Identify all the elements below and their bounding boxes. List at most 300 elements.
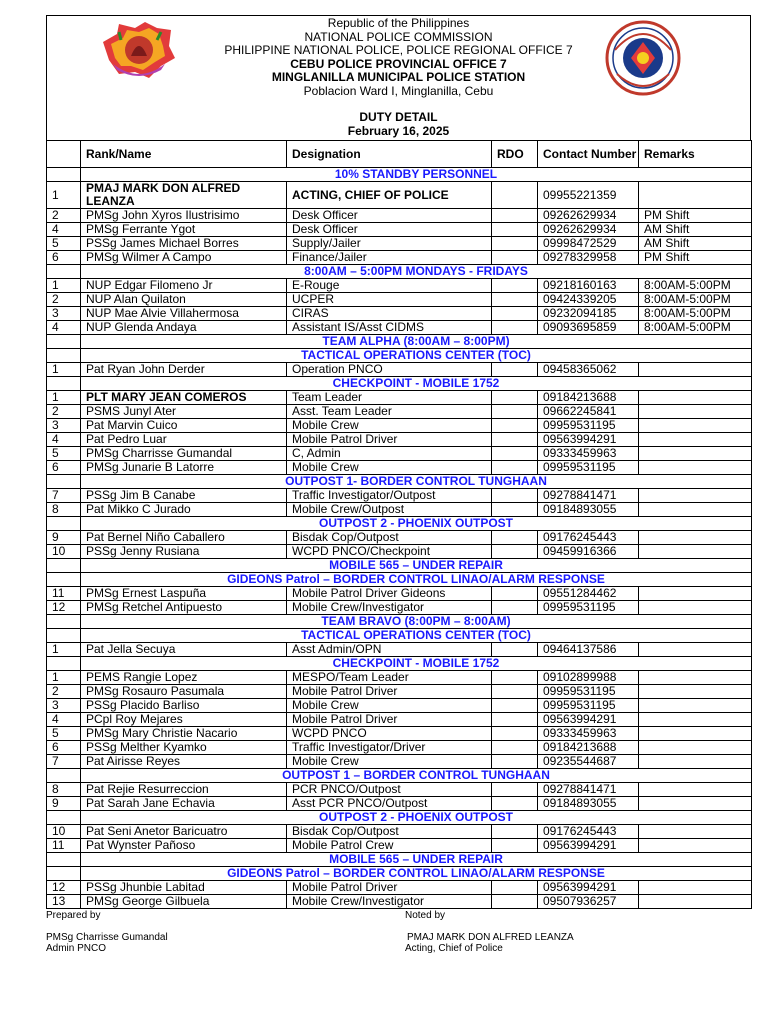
header-line-pro7: PHILIPPINE NATIONAL POLICE, POLICE REGIONAL OFFICE 7 [224, 43, 573, 58]
cell-remarks [639, 755, 752, 769]
cell-remarks: AM Shift [639, 223, 752, 237]
cell-no: 8 [47, 783, 81, 797]
cell-no: 3 [47, 307, 81, 321]
cell-contact: 09176245443 [538, 825, 639, 839]
cell-contact: 09333459963 [538, 727, 639, 741]
column-header-rdo: RDO [492, 141, 538, 168]
cell-rdo [492, 783, 538, 797]
cell-contact: 09184893055 [538, 503, 639, 517]
cell-name: PMSg Junarie B Latorre [81, 461, 287, 475]
cell-name: PCpl Roy Mejares [81, 713, 287, 727]
cell-rdo [492, 363, 538, 377]
cell-no: 9 [47, 531, 81, 545]
section-blank-cell [47, 769, 81, 783]
section-blank-cell [47, 559, 81, 573]
prepared-by-label: Prepared by [46, 910, 101, 921]
column-header-no [47, 141, 81, 168]
cell-contact: 09955221359 [538, 182, 639, 209]
cell-designation: Mobile Patrol Driver [287, 713, 492, 727]
cell-name: Pat Jella Secuya [81, 643, 287, 657]
cell-no: 2 [47, 293, 81, 307]
cell-name: Pat Sarah Jane Echavia [81, 797, 287, 811]
section-row [47, 811, 752, 825]
cell-no: 4 [47, 433, 81, 447]
cell-designation: Mobile Patrol Driver [287, 685, 492, 699]
cell-contact: 09278841471 [538, 783, 639, 797]
cell-name: NUP Edgar Filomeno Jr [81, 279, 287, 293]
cell-no: 4 [47, 321, 81, 335]
cell-no: 6 [47, 741, 81, 755]
cell-rdo [492, 797, 538, 811]
cell-designation: Assistant IS/Asst CIDMS [287, 321, 492, 335]
table-row [47, 503, 752, 517]
cell-designation: Traffic Investigator/Outpost [287, 489, 492, 503]
section-blank-cell [47, 335, 81, 349]
cell-rdo [492, 419, 538, 433]
section-row [47, 377, 752, 391]
cell-remarks: 8:00AM-5:00PM [639, 293, 752, 307]
cell-designation: Bisdak Cop/Outpost [287, 531, 492, 545]
cell-remarks [639, 825, 752, 839]
cell-remarks: 8:00AM-5:00PM [639, 279, 752, 293]
cell-name: PLT MARY JEAN COMEROS [81, 391, 287, 405]
cell-designation: Operation PNCO [287, 363, 492, 377]
cell-rdo [492, 279, 538, 293]
section-row [47, 335, 752, 349]
cell-remarks [639, 741, 752, 755]
table-row [47, 727, 752, 741]
header-lines [47, 17, 750, 99]
cell-name: PSSg James Michael Borres [81, 237, 287, 251]
cell-designation: E-Rouge [287, 279, 492, 293]
cell-rdo [492, 391, 538, 405]
table-row [47, 545, 752, 559]
duty-title-block [47, 110, 750, 138]
cell-contact: 09093695859 [538, 321, 639, 335]
table-row [47, 447, 752, 461]
cell-contact: 09176245443 [538, 531, 639, 545]
cell-remarks: 8:00AM-5:00PM [639, 307, 752, 321]
duty-date: February 16, 2025 [347, 124, 450, 138]
section-blank-cell [47, 657, 81, 671]
header-line-station: MINGLANILLA MUNICIPAL POLICE STATION [271, 70, 526, 85]
column-header-remarks: Remarks [639, 141, 752, 168]
table-row [47, 825, 752, 839]
cell-rdo [492, 237, 538, 251]
cell-designation: Mobile Crew/Investigator [287, 895, 492, 909]
cell-no: 2 [47, 209, 81, 223]
cell-contact: 09959531195 [538, 699, 639, 713]
section-blank-cell [47, 517, 81, 531]
cell-rdo [492, 307, 538, 321]
cell-designation: Mobile Crew [287, 419, 492, 433]
cell-designation: Mobile Crew/Investigator [287, 601, 492, 615]
section-row [47, 867, 752, 881]
cell-rdo [492, 182, 538, 209]
header-line-napolcom: NATIONAL POLICE COMMISSION [304, 29, 493, 44]
cell-designation: Mobile Crew/Outpost [287, 503, 492, 517]
cell-name: PSSg Jim B Canabe [81, 489, 287, 503]
cell-name: PMSg Retchel Antipuesto [81, 601, 287, 615]
cell-remarks [639, 895, 752, 909]
cell-no: 5 [47, 727, 81, 741]
cell-remarks [639, 545, 752, 559]
cell-rdo [492, 713, 538, 727]
cell-rdo [492, 727, 538, 741]
noted-by-block [405, 910, 574, 954]
header-line-address: Poblacion Ward I, Minglanilla, Cebu [303, 83, 494, 98]
cell-name: Pat Ryan John Derder [81, 363, 287, 377]
cell-name: PMSg John Xyros Ilustrisimo [81, 209, 287, 223]
cell-rdo [492, 741, 538, 755]
cell-name: PSMS Junyl Ater [81, 405, 287, 419]
noted-by-name: PMAJ MARK DON ALFRED LEANZA [407, 932, 574, 943]
cell-contact: 09551284462 [538, 587, 639, 601]
section-heading: TEAM ALPHA (8:00AM – 8:00PM) [81, 335, 752, 349]
cell-contact: 09959531195 [538, 601, 639, 615]
cell-contact: 09507936257 [538, 895, 639, 909]
cell-rdo [492, 643, 538, 657]
section-heading: TACTICAL OPERATIONS CENTER (TOC) [81, 349, 752, 363]
cell-no: 4 [47, 223, 81, 237]
cell-name: Pat Pedro Luar [81, 433, 287, 447]
cell-no: 10 [47, 825, 81, 839]
cell-rdo [492, 699, 538, 713]
cell-remarks [639, 503, 752, 517]
column-header-designation: Designation [287, 141, 492, 168]
section-blank-cell [47, 867, 81, 881]
cell-designation: Mobile Crew [287, 699, 492, 713]
cell-name: PMSg George Gilbuela [81, 895, 287, 909]
cell-contact: 09102899988 [538, 671, 639, 685]
cell-remarks [639, 587, 752, 601]
cell-name: PSSg Jenny Rusiana [81, 545, 287, 559]
cell-rdo [492, 587, 538, 601]
cell-no: 3 [47, 699, 81, 713]
cell-remarks [639, 531, 752, 545]
section-row [47, 559, 752, 573]
cell-contact: 09424339205 [538, 293, 639, 307]
section-row [47, 853, 752, 867]
table-row [47, 895, 752, 909]
header-line-republic: Republic of the Philippines [327, 16, 470, 30]
noted-by-label: Noted by [405, 910, 446, 921]
cell-remarks [639, 643, 752, 657]
cell-no: 5 [47, 447, 81, 461]
cell-designation: Mobile Patrol Driver [287, 433, 492, 447]
cell-name: PEMS Rangie Lopez [81, 671, 287, 685]
cell-contact: 09278841471 [538, 489, 639, 503]
cell-name: PSSg Jhunbie Labitad [81, 881, 287, 895]
section-heading: GIDEONS Patrol – BORDER CONTROL LINAO/ALARM RESPONSE [81, 867, 752, 881]
cell-no: 12 [47, 881, 81, 895]
table-row [47, 587, 752, 601]
cell-designation: Mobile Patrol Driver [287, 881, 492, 895]
cell-no: 1 [47, 279, 81, 293]
cell-no: 7 [47, 755, 81, 769]
table-row [47, 321, 752, 335]
cell-remarks [639, 601, 752, 615]
cell-contact: 09458365062 [538, 363, 639, 377]
cell-rdo [492, 755, 538, 769]
cell-contact: 09235544687 [538, 755, 639, 769]
cell-name: PMAJ MARK DON ALFRED LEANZA [81, 182, 287, 209]
cell-contact: 09959531195 [538, 685, 639, 699]
noted-by-title: Acting, Chief of Police [405, 943, 503, 954]
section-blank-cell [47, 168, 81, 182]
cell-designation: ACTING, CHIEF OF POLICE [287, 182, 492, 209]
section-heading: 10% STANDBY PERSONNEL [81, 168, 752, 182]
cell-remarks: PM Shift [639, 251, 752, 265]
cell-no: 6 [47, 251, 81, 265]
section-heading: OUTPOST 1- BORDER CONTROL TUNGHAAN [81, 475, 752, 489]
cell-rdo [492, 209, 538, 223]
cell-designation: Traffic Investigator/Driver [287, 741, 492, 755]
section-row [47, 657, 752, 671]
cell-remarks [639, 461, 752, 475]
cell-rdo [492, 881, 538, 895]
cell-remarks: AM Shift [639, 237, 752, 251]
cell-contact: 09662245841 [538, 405, 639, 419]
section-blank-cell [47, 853, 81, 867]
table-row [47, 643, 752, 657]
section-heading: 8:00AM – 5:00PM MONDAYS - FRIDAYS [81, 265, 752, 279]
cell-designation: WCPD PNCO [287, 727, 492, 741]
section-row [47, 349, 752, 363]
cell-remarks [639, 783, 752, 797]
cell-designation: Desk Officer [287, 223, 492, 237]
cell-name: NUP Alan Quilaton [81, 293, 287, 307]
cell-contact: 09563994291 [538, 713, 639, 727]
section-blank-cell [47, 377, 81, 391]
section-row [47, 168, 752, 182]
cell-designation: Supply/Jailer [287, 237, 492, 251]
duty-detail-document [46, 15, 751, 909]
cell-no: 8 [47, 503, 81, 517]
cell-designation: Asst PCR PNCO/Outpost [287, 797, 492, 811]
cell-name: PMSg Ernest Laspuña [81, 587, 287, 601]
prepared-by-block [46, 910, 168, 954]
section-blank-cell [47, 573, 81, 587]
cell-remarks: 8:00AM-5:00PM [639, 321, 752, 335]
cell-name: Pat Seni Anetor Baricuatro [81, 825, 287, 839]
cell-rdo [492, 461, 538, 475]
section-blank-cell [47, 629, 81, 643]
cell-remarks [639, 727, 752, 741]
cell-rdo [492, 601, 538, 615]
table-row [47, 797, 752, 811]
section-row [47, 475, 752, 489]
cell-remarks [639, 363, 752, 377]
table-row [47, 839, 752, 853]
cell-no: 2 [47, 685, 81, 699]
cell-rdo [492, 671, 538, 685]
prepared-by-name: PMSg Charrisse Gumandal [46, 932, 168, 943]
cell-rdo [492, 685, 538, 699]
cell-no: 1 [47, 363, 81, 377]
cell-designation: Mobile Crew [287, 755, 492, 769]
cell-contact: 09563994291 [538, 433, 639, 447]
cell-rdo [492, 503, 538, 517]
cell-no: 13 [47, 895, 81, 909]
cell-no: 7 [47, 489, 81, 503]
cell-remarks [639, 447, 752, 461]
cell-contact: 09333459963 [538, 447, 639, 461]
cell-remarks [639, 881, 752, 895]
cell-remarks [639, 685, 752, 699]
cell-no: 1 [47, 643, 81, 657]
section-heading: GIDEONS Patrol – BORDER CONTROL LINAO/ALARM RESPONSE [81, 573, 752, 587]
section-heading: TACTICAL OPERATIONS CENTER (TOC) [81, 629, 752, 643]
table-row [47, 601, 752, 615]
cell-designation: Mobile Patrol Crew [287, 839, 492, 853]
cell-remarks [639, 419, 752, 433]
cell-designation: Asst Admin/OPN [287, 643, 492, 657]
cell-designation: Desk Officer [287, 209, 492, 223]
section-blank-cell [47, 475, 81, 489]
section-row [47, 517, 752, 531]
cell-no: 3 [47, 419, 81, 433]
cell-designation: Finance/Jailer [287, 251, 492, 265]
cell-remarks [639, 182, 752, 209]
cell-name: Pat Marvin Cuico [81, 419, 287, 433]
cell-name: PMSg Rosauro Pasumala [81, 685, 287, 699]
table-row [47, 783, 752, 797]
section-row [47, 265, 752, 279]
cell-remarks [639, 433, 752, 447]
table-row [47, 881, 752, 895]
cell-designation: MESPO/Team Leader [287, 671, 492, 685]
cell-name: PMSg Charrisse Gumandal [81, 447, 287, 461]
section-blank-cell [47, 265, 81, 279]
cell-rdo [492, 293, 538, 307]
cell-rdo [492, 531, 538, 545]
cell-contact: 09218160163 [538, 279, 639, 293]
table-header-row [47, 141, 752, 168]
cell-no: 11 [47, 839, 81, 853]
table-row [47, 531, 752, 545]
cell-name: NUP Glenda Andaya [81, 321, 287, 335]
cell-no: 6 [47, 461, 81, 475]
cell-designation: C, Admin [287, 447, 492, 461]
table-row [47, 741, 752, 755]
table-row [47, 251, 752, 265]
table-row [47, 713, 752, 727]
cell-rdo [492, 545, 538, 559]
cell-rdo [492, 447, 538, 461]
cell-no: 4 [47, 713, 81, 727]
table-row [47, 699, 752, 713]
cell-name: PSSg Melther Kyamko [81, 741, 287, 755]
cell-designation: Mobile Crew [287, 461, 492, 475]
cell-no: 5 [47, 237, 81, 251]
table-row [47, 391, 752, 405]
cell-no: 11 [47, 587, 81, 601]
section-heading: OUTPOST 2 - PHOENIX OUTPOST [81, 517, 752, 531]
cell-remarks [639, 671, 752, 685]
cell-no: 12 [47, 601, 81, 615]
cell-remarks [639, 713, 752, 727]
cell-name: PMSg Wilmer A Campo [81, 251, 287, 265]
section-heading: MOBILE 565 – UNDER REPAIR [81, 853, 752, 867]
cell-contact: 09278329958 [538, 251, 639, 265]
cell-name: NUP Mae Alvie Villahermosa [81, 307, 287, 321]
cell-rdo [492, 405, 538, 419]
duty-title: DUTY DETAIL [359, 110, 438, 124]
header-line-cppo: CEBU POLICE PROVINCIAL OFFICE 7 [290, 56, 507, 71]
cell-designation: Bisdak Cop/Outpost [287, 825, 492, 839]
cell-no: 1 [47, 391, 81, 405]
cell-name: Pat Airisse Reyes [81, 755, 287, 769]
section-heading: CHECKPOINT - MOBILE 1752 [81, 657, 752, 671]
document-header [46, 15, 751, 140]
cell-name: Pat Rejie Resurreccion [81, 783, 287, 797]
column-header-rank-name: Rank/Name [81, 141, 287, 168]
cell-rdo [492, 251, 538, 265]
cell-name: PMSg Ferrante Ygot [81, 223, 287, 237]
cell-contact: 09959531195 [538, 419, 639, 433]
cell-remarks [639, 405, 752, 419]
cell-contact: 09998472529 [538, 237, 639, 251]
cell-name: Pat Wynster Pañoso [81, 839, 287, 853]
column-header-contact: Contact Number [538, 141, 639, 168]
table-row [47, 405, 752, 419]
cell-contact: 09959531195 [538, 461, 639, 475]
cell-rdo [492, 839, 538, 853]
table-row [47, 293, 752, 307]
table-row [47, 182, 752, 209]
section-heading: MOBILE 565 – UNDER REPAIR [81, 559, 752, 573]
cell-designation: Asst. Team Leader [287, 405, 492, 419]
duty-table [46, 140, 752, 909]
section-row [47, 769, 752, 783]
cell-designation: CIRAS [287, 307, 492, 321]
table-row [47, 461, 752, 475]
cell-no: 1 [47, 671, 81, 685]
table-row [47, 433, 752, 447]
section-heading: OUTPOST 1 – BORDER CONTROL TUNGHAAN [81, 769, 752, 783]
table-row [47, 489, 752, 503]
cell-name: PMSg Mary Christie Nacario [81, 727, 287, 741]
cell-designation: Mobile Patrol Driver Gideons [287, 587, 492, 601]
cell-no: 10 [47, 545, 81, 559]
cell-rdo [492, 223, 538, 237]
cell-contact: 09184213688 [538, 741, 639, 755]
cell-contact: 09184893055 [538, 797, 639, 811]
cell-rdo [492, 489, 538, 503]
cell-contact: 09563994291 [538, 839, 639, 853]
table-row [47, 223, 752, 237]
table-row [47, 685, 752, 699]
table-row [47, 307, 752, 321]
section-heading: TEAM BRAVO (8:00PM – 8:00AM) [81, 615, 752, 629]
table-row [47, 363, 752, 377]
cell-name: PSSg Placido Barliso [81, 699, 287, 713]
cell-contact: 09184213688 [538, 391, 639, 405]
section-row [47, 629, 752, 643]
cell-rdo [492, 895, 538, 909]
cell-remarks [639, 489, 752, 503]
table-body [47, 168, 752, 909]
cell-no: 2 [47, 405, 81, 419]
section-heading: OUTPOST 2 - PHOENIX OUTPOST [81, 811, 752, 825]
section-row [47, 615, 752, 629]
table-row [47, 279, 752, 293]
cell-contact: 09464137586 [538, 643, 639, 657]
prepared-by-title: Admin PNCO [46, 943, 107, 954]
section-row [47, 573, 752, 587]
section-blank-cell [47, 615, 81, 629]
